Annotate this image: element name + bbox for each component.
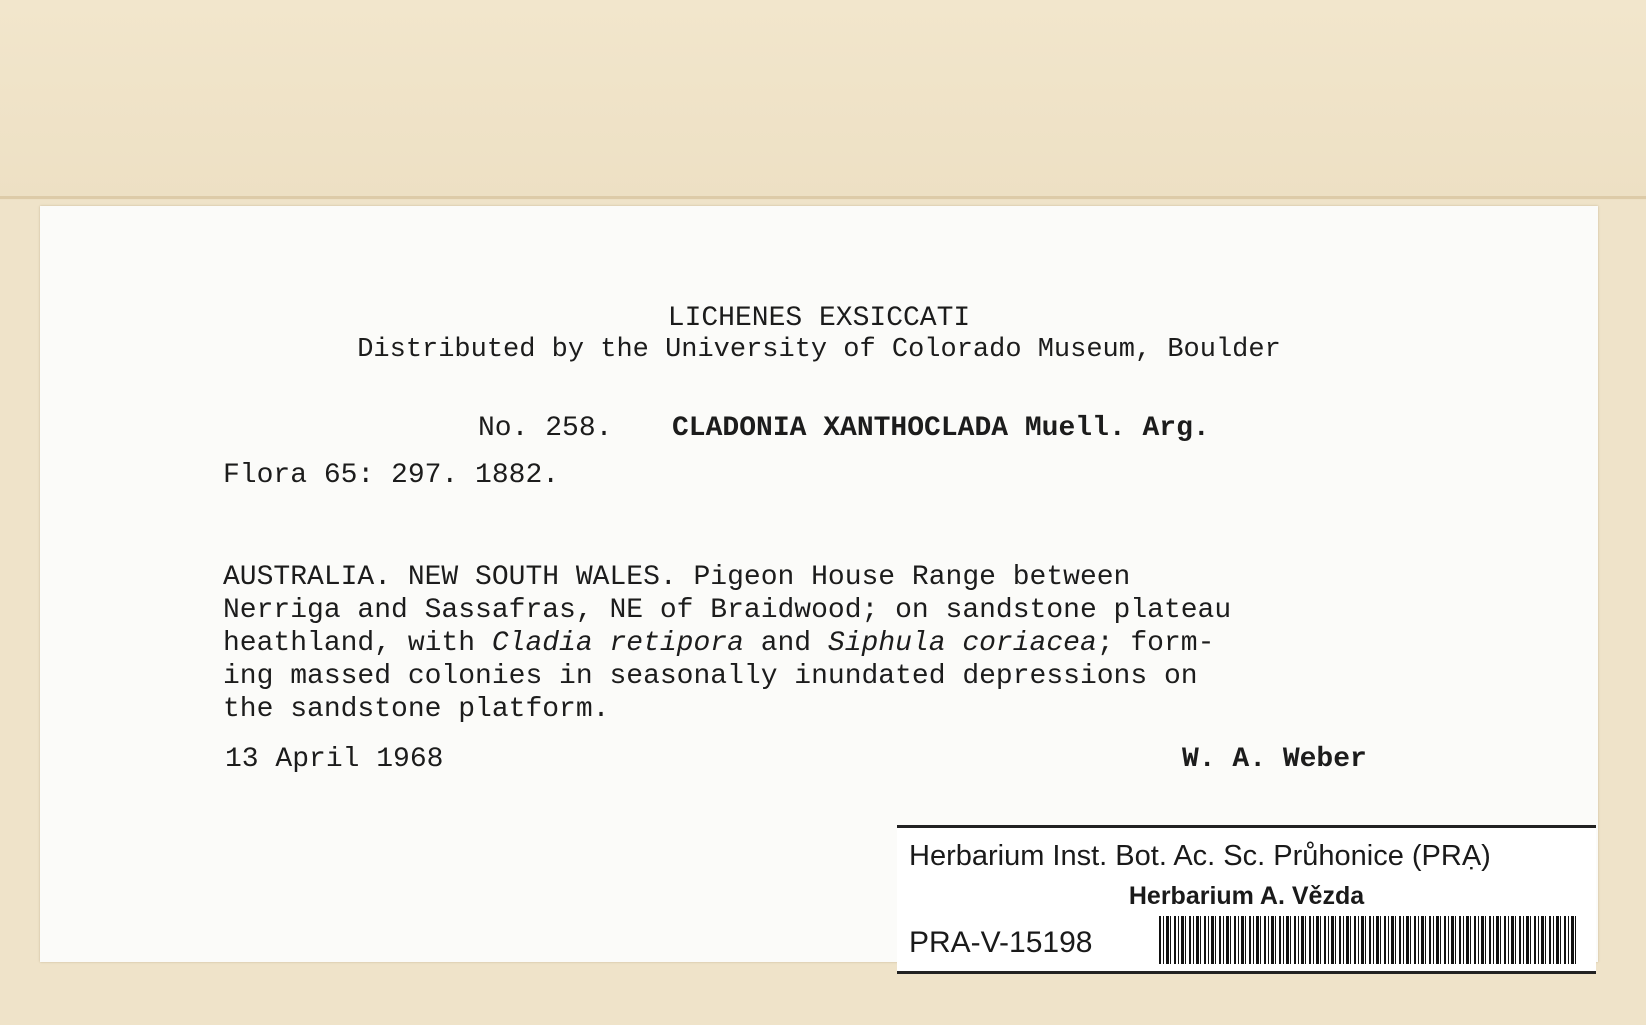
specimen-number: No. 258. — [478, 413, 613, 444]
barcode-id: PRA-V-15198 — [909, 926, 1093, 959]
label-title: LICHENES EXSICCATI — [667, 303, 971, 334]
locality-line-3-a: heathland, with — [223, 628, 492, 659]
locality-line-2: Nerriga and Sassafras, NE of Braidwood; on sandstone plateau — [223, 595, 1232, 626]
locality-line-3-b: and — [743, 628, 828, 659]
sheet-edge — [0, 196, 1646, 199]
citation: Flora 65: 297. 1882. — [223, 460, 560, 491]
herbarium-stamp — [897, 825, 1596, 974]
collection-date: 13 April 1968 — [225, 744, 444, 775]
locality-line-5: the sandstone platform. — [223, 694, 610, 725]
collection-name: Herbarium A. Vězda — [1128, 882, 1365, 910]
locality-line-3 — [223, 627, 1231, 660]
species-cladia: Cladia retipora — [491, 628, 744, 659]
locality-text — [223, 561, 1231, 726]
label-subtitle: Distributed by the University of Colorado Museum, Boulder — [357, 335, 1281, 365]
institution-name: Herbarium Inst. Bot. Ac. Sc. Průhonice (PRẠ) — [909, 840, 1491, 872]
species-siphula: Siphula coriacea — [827, 628, 1097, 659]
locality-line-4: ing massed colonies in seasonally inundated depressions on — [223, 661, 1198, 692]
herbarium-sheet — [0, 0, 1646, 200]
taxon-name: CLADONIA XANTHOCLADA Muell. Arg. — [672, 413, 1210, 444]
barcode-icon — [1159, 916, 1577, 964]
locality-line-1: AUSTRALIA. NEW SOUTH WALES. Pigeon House Range between — [223, 562, 1131, 593]
locality-line-3-c: ; form- — [1096, 628, 1215, 659]
collector-name: W. A. Weber — [1182, 744, 1367, 775]
